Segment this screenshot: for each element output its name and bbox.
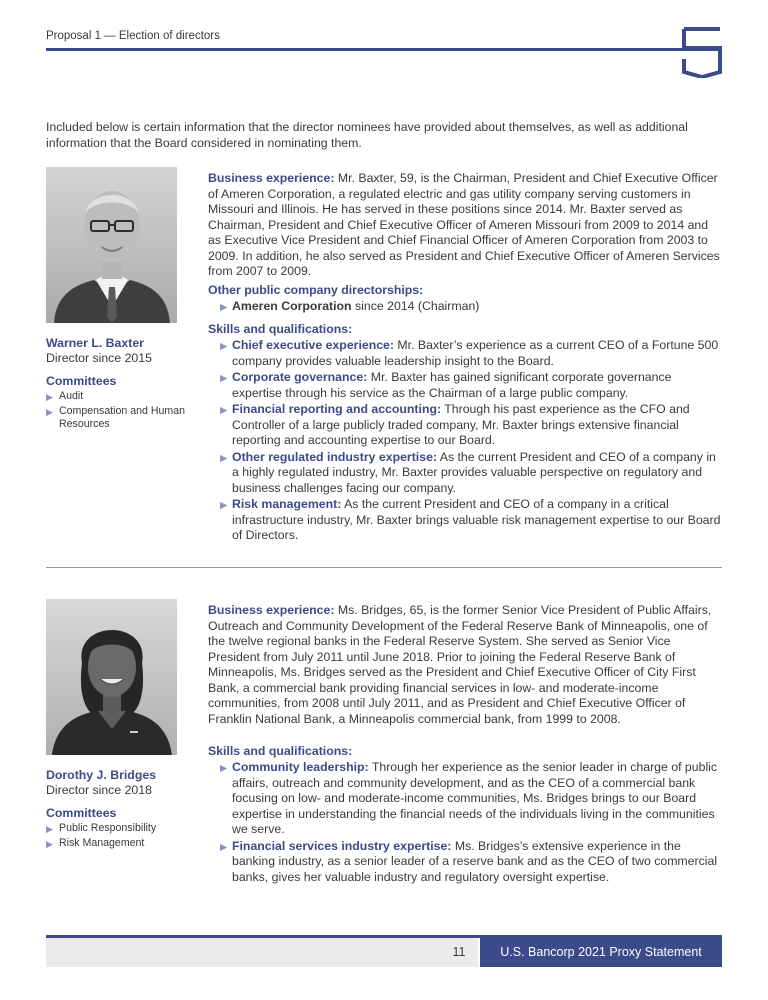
triangle-bullet-icon: ▶ [220,341,228,352]
section-divider [46,567,722,568]
committee-item: ▶ Public Responsibility [46,822,157,834]
skill-item: ▶ Corporate governance: Mr. Baxter has gained significant corporate governance expertise through his service as the Chairman of a large public company. [220,370,672,400]
business-experience [208,171,722,280]
triangle-bullet-icon: ▶ [220,405,228,416]
shield-logo-icon [682,26,722,78]
triangle-bullet-icon: ▶ [220,500,228,511]
committees-title: Committees [46,374,117,388]
business-experience-label: Business experience: [208,603,335,617]
skills-list [208,760,722,886]
header-section-title: Proposal 1 — Election of directors [46,30,220,42]
triangle-bullet-icon: ▶ [220,302,228,313]
director-photo-bridges [46,599,177,755]
directorships-title: Other public company directorships: [208,283,424,297]
business-experience [208,603,722,727]
footer-document-title: U.S. Bancorp 2021 Proxy Statement [480,938,722,967]
director-name: Warner L. Baxter [46,336,144,350]
header-rule [46,48,722,51]
triangle-bullet-icon: ▶ [46,407,53,417]
skills-title: Skills and qualifications: [208,744,353,758]
skills-list [208,338,722,545]
skill-item: ▶ Risk management: As the current President and CEO of a company in a critical infrastructure industry, Mr. Baxter brings valuable risk management expertise to our Board of Directors. [220,497,721,542]
directorship-item: ▶ Ameren Corporation since 2014 (Chairman) [208,299,722,315]
committee-list [46,390,186,433]
director-photo-baxter [46,167,177,323]
triangle-bullet-icon: ▶ [220,841,228,853]
director-name: Dorothy J. Bridges [46,768,157,782]
triangle-bullet-icon: ▶ [46,839,53,849]
skill-item: ▶ Financial services industry expertise: Ms. Bridges’s extensive experience in the banking industry, as a senior leader of a reserve bank and as the CEO of two commercial banks, gives her valuable industry and regulatory oversight expertise. [220,838,718,884]
director-since: Director since 2015 [46,351,152,365]
director-since: Director since 2018 [46,783,152,797]
skill-item: ▶ Chief executive experience: Mr. Baxter’s experience as a current CEO of a Fortune 500 company provides valuable leadership insight to the Board. [220,338,719,368]
triangle-bullet-icon: ▶ [220,373,228,384]
business-experience-text: Mr. Baxter, 59, is the Chairman, President and Chief Executive Officer of Ameren Corporation, a regulated electric and gas utility company serving customers in Missouri and Illinois. He has served in these positions since 2014. Mr. Baxter served as Chairman, President and Chief Executive Officer of Ameren Missouri from 2009 to 2014 and as Executive Vice President and Chief Financial Officer of Ameren Corporation from 2003 to 2009. In addition, he also served as President and Chief Executive Officer of Ameren Services from 2007 to 2009. [208,171,720,278]
committee-item: ▶ Compensation and Human Resources [46,405,186,430]
committees-title: Committees [46,806,117,820]
skills-title: Skills and qualifications: [208,322,353,336]
skill-item: ▶ Community leadership: Through her experience as the senior leader in charge of public affairs, outreach and community development, and as the CEO of a commercial bank focusing on low- and moderate-income communities, Ms. Bridges brings to our Board expertise in understanding the financial needs of the individuals living in the communities we serve. [220,760,718,836]
intro-paragraph: Included below is certain information that the director nominees have provided about themselves, as well as additional information that the Board considered in nominating them. [46,120,688,150]
triangle-bullet-icon: ▶ [46,392,53,402]
directorships-list [208,299,722,316]
page-number: 11 [452,945,466,959]
committee-list [46,822,186,852]
skill-item: ▶ Financial reporting and accounting: Through his past experience as the CFO and Controller of a large publicly traded company, Mr. Baxter brings extensive financial reporting and accounting expertise to our Board. [220,402,690,447]
triangle-bullet-icon: ▶ [220,763,228,774]
business-experience-label: Business experience: [208,171,335,185]
triangle-bullet-icon: ▶ [46,824,53,834]
skill-item: ▶ Other regulated industry expertise: As the current President and CEO of a company in a highly regulated industry, Mr. Baxter provides valuable perspective on regulatory and business challenges facing our company. [220,449,716,495]
committee-item: ▶ Risk Management [46,837,145,849]
triangle-bullet-icon: ▶ [220,452,228,464]
committee-item: ▶ Audit [46,390,84,402]
business-experience-text: Ms. Bridges, 65, is the former Senior Vice President of Public Affairs, Outreach and Community Development of the Federal Reserve Bank of Minneapolis, one of the twelve regional banks in the Federal Reserve System. She served as Senior Vice President from July 2011 until June 2018. Prior to joining the Federal Reserve Bank of Minneapolis, Ms. Bridges served as the President and Chief Executive Officer of City First Bank, a commercial bank providing financial services in low- and moderate-income communities, from 2008 until July 2011, and as President and Chief Executive Officer of Franklin National Bank, a Minneapolis commercial bank, from 1999 to 2008. [208,603,712,726]
